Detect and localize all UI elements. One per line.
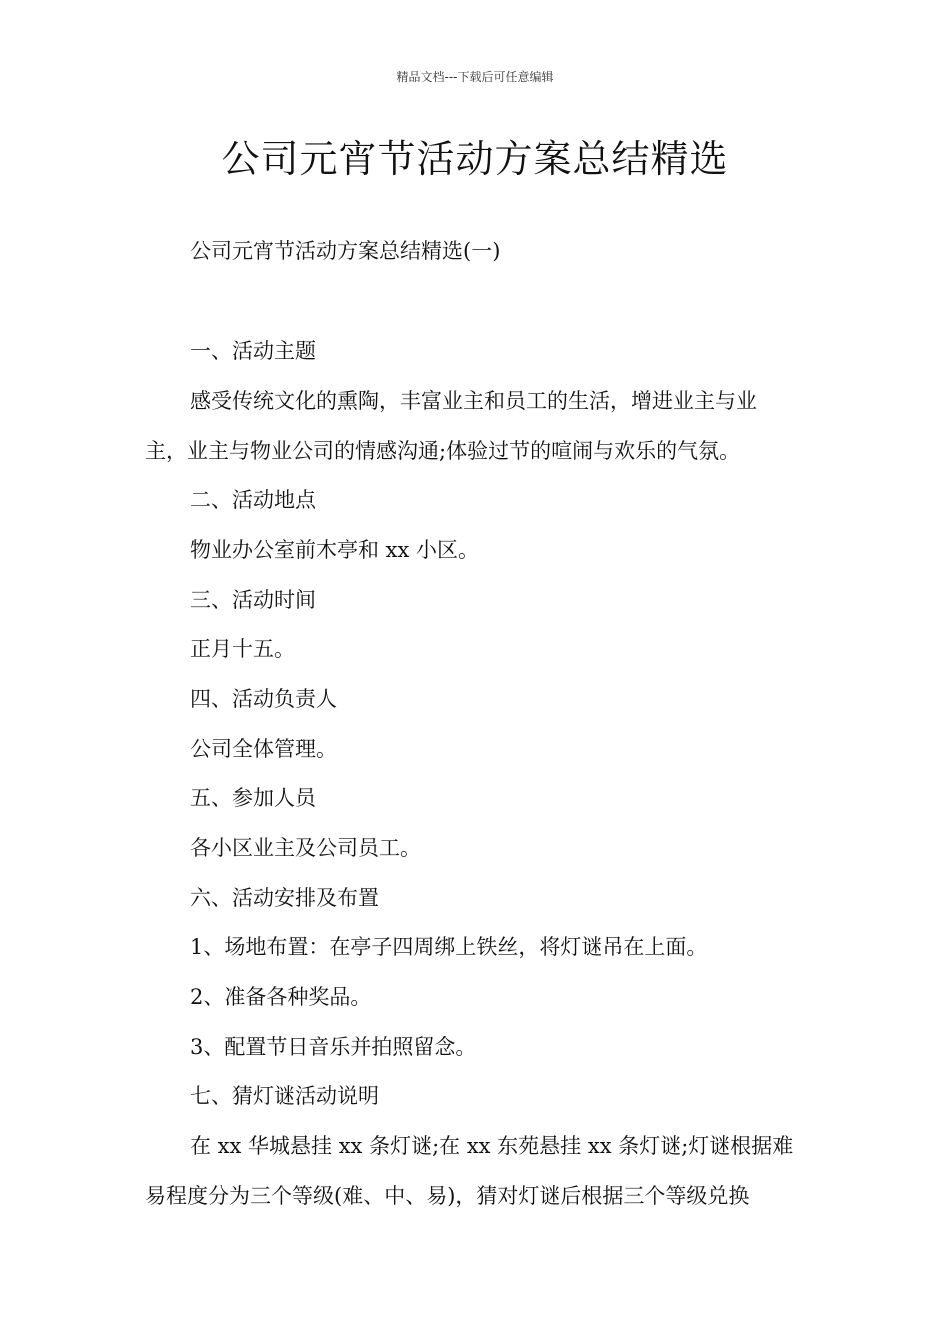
section-heading: 七、猜灯谜活动说明 bbox=[190, 1084, 379, 1108]
document-title: 公司元宵节活动方案总结精选 bbox=[221, 137, 729, 181]
header-note: 精品文档---下载后可任意编辑 bbox=[396, 70, 554, 84]
paragraph-line: 主，业主与物业公司的情感沟通;体验过节的喧闹与欢乐的气氛。 bbox=[145, 439, 741, 463]
list-item: 1、场地布置：在亭子四周绑上铁丝，将灯谜吊在上面。 bbox=[190, 935, 708, 959]
section-heading: 二、活动地点 bbox=[190, 488, 316, 512]
section-heading: 五、参加人员 bbox=[190, 786, 316, 810]
paragraph-line: 各小区业主及公司员工。 bbox=[190, 836, 421, 860]
paragraph-line: 在 xx 华城悬挂 xx 条灯谜;在 xx 东苑悬挂 xx 条灯谜;灯谜根据难 bbox=[190, 1134, 794, 1158]
paragraph-line: 易程度分为三个等级(难、中、易)，猜对灯谜后根据三个等级兑换 bbox=[145, 1184, 750, 1208]
paragraph-line: 公司全体管理。 bbox=[190, 737, 337, 761]
section-heading: 六、活动安排及布置 bbox=[190, 886, 379, 910]
list-item: 3、配置节日音乐并拍照留念。 bbox=[190, 1035, 477, 1059]
section-heading: 四、活动负责人 bbox=[190, 687, 337, 711]
paragraph-line: 正月十五。 bbox=[190, 637, 295, 661]
paragraph-line: 感受传统文化的熏陶，丰富业主和员工的生活，增进业主与业 bbox=[190, 389, 757, 413]
paragraph-line: 物业办公室前木亭和 xx 小区。 bbox=[190, 538, 480, 562]
section-heading: 三、活动时间 bbox=[190, 588, 316, 612]
subtitle: 公司元宵节活动方案总结精选(一) bbox=[190, 239, 501, 263]
section-heading: 一、活动主题 bbox=[190, 339, 316, 363]
list-item: 2、准备各种奖品。 bbox=[190, 985, 372, 1009]
